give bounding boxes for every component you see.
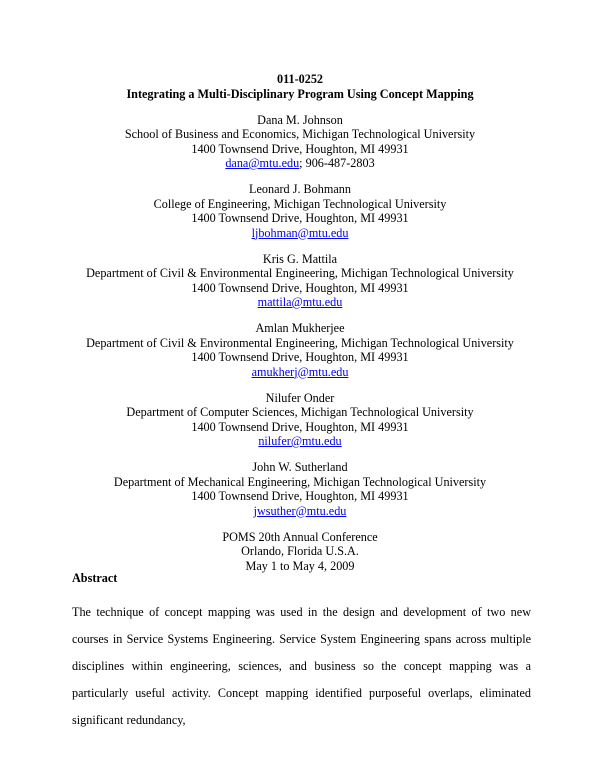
author-address: 1400 Townsend Drive, Houghton, MI 49931	[191, 141, 409, 156]
author-contact	[0, 226, 600, 241]
author-affiliation: School of Business and Economics, Michigan Technological University	[124, 127, 476, 141]
author-name: Nilufer Onder	[265, 390, 335, 405]
author-address: 1400 Townsend Drive, Houghton, MI 49931	[191, 280, 409, 295]
abstract-section	[72, 571, 531, 734]
author-email-link[interactable]: mattila@mtu.edu	[257, 295, 343, 309]
author-name: Leonard J. Bohmann	[249, 182, 351, 196]
author-contact	[0, 156, 600, 171]
author-email-link[interactable]: jwsuther@mtu.edu	[253, 503, 347, 518]
conference-block	[0, 530, 600, 574]
author-block	[0, 460, 600, 518]
conference-dates: May 1 to May 4, 2009	[245, 558, 355, 573]
author-affiliation: Department of Civil & Environmental Engineering, Michigan Technological University	[86, 266, 514, 280]
author-block	[0, 321, 600, 379]
author-affiliation: Department of Mechanical Engineering, Michigan Technological University	[113, 474, 487, 489]
author-email-link[interactable]: amukherj@mtu.edu	[251, 364, 349, 379]
author-affiliation: Department of Computer Sciences, Michigan Technological University	[126, 405, 474, 419]
author-name: Dana M. Johnson	[257, 112, 343, 127]
author-address: 1400 Townsend Drive, Houghton, MI 49931	[191, 211, 409, 225]
author-email-link[interactable]: nilufer@mtu.edu	[258, 434, 342, 448]
paper-id: 011-0252	[276, 72, 324, 86]
author-contact	[0, 365, 600, 380]
author-contact	[0, 295, 600, 310]
abstract-text: The technique of concept mapping was used in the design and development of two new courses in Service Systems Engineering. Service System Engineering spans across multiple disciplines within engineering, sciences, and business so the concept mapping was a particularly useful activity. Concept mapping identified purposeful overlaps, eliminated significant redundancy,	[72, 604, 531, 727]
author-block	[0, 182, 600, 240]
author-name: John W. Sutherland	[252, 460, 348, 474]
author-block	[0, 113, 600, 171]
abstract-heading: Abstract	[72, 571, 118, 585]
author-block	[0, 391, 600, 449]
author-email-link[interactable]: dana@mtu.edu	[225, 156, 300, 170]
conference-name: POMS 20th Annual Conference	[222, 529, 378, 544]
author-address: 1400 Townsend Drive, Houghton, MI 49931	[191, 419, 409, 434]
author-contact	[0, 434, 600, 449]
author-phone: ; 906-487-2803	[299, 156, 375, 170]
author-address: 1400 Townsend Drive, Houghton, MI 49931	[191, 350, 409, 364]
author-name: Amlan Mukherjee	[255, 321, 345, 335]
author-address: 1400 Townsend Drive, Houghton, MI 49931	[191, 489, 409, 503]
author-name: Kris G. Mattila	[262, 251, 338, 266]
author-block	[0, 252, 600, 310]
paper-header	[0, 72, 600, 573]
paper-title: Integrating a Multi-Disciplinary Program Using Concept Mapping	[126, 86, 474, 101]
author-affiliation: Department of Civil & Environmental Engineering, Michigan Technological University	[86, 335, 514, 350]
author-affiliation: College of Engineering, Michigan Technological University	[153, 196, 447, 211]
author-contact	[0, 504, 600, 519]
conference-location: Orlando, Florida U.S.A.	[241, 544, 359, 558]
author-email-link[interactable]: ljbohman@mtu.edu	[251, 225, 349, 240]
